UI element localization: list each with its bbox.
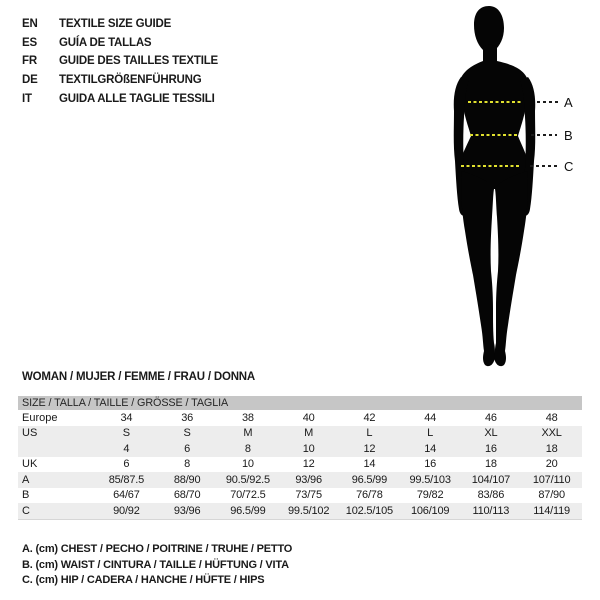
table-row-a bbox=[18, 472, 582, 488]
row-label: UK bbox=[22, 458, 38, 471]
row-label: Europe bbox=[22, 411, 58, 424]
lang-code: IT bbox=[22, 92, 32, 105]
size-cell: 34 bbox=[120, 411, 133, 424]
marker-label-b: B bbox=[564, 128, 573, 143]
size-cell: 83/86 bbox=[477, 489, 505, 502]
hip-measure-line bbox=[461, 165, 519, 167]
size-cell: 114/119 bbox=[533, 504, 570, 517]
size-cell: 10 bbox=[241, 458, 254, 471]
size-cell: 73/75 bbox=[295, 489, 322, 502]
size-cell: 99.5/103 bbox=[409, 473, 451, 486]
size-cell: 104/107 bbox=[471, 473, 511, 486]
size-cell: 12 bbox=[302, 458, 315, 471]
size-cell: 44 bbox=[424, 411, 437, 424]
size-cell: 88/90 bbox=[173, 473, 201, 486]
size-cell: 18 bbox=[545, 442, 558, 455]
table-row-c bbox=[18, 503, 582, 519]
lang-code: FR bbox=[22, 55, 37, 68]
size-cell: 76/78 bbox=[356, 489, 383, 502]
size-cell: L bbox=[366, 427, 373, 440]
size-cell: 99.5/102 bbox=[288, 504, 330, 517]
size-cell: 20 bbox=[545, 458, 558, 471]
size-cell: 70/72.5 bbox=[230, 489, 266, 502]
size-cell: 16 bbox=[424, 458, 437, 471]
size-cell: M bbox=[243, 427, 253, 440]
size-cell: 6 bbox=[184, 442, 191, 455]
size-cell: 14 bbox=[424, 442, 437, 455]
row-label: US bbox=[22, 427, 38, 440]
size-cell: 4 bbox=[123, 442, 130, 455]
size-cell: 107/110 bbox=[532, 473, 571, 486]
row-label: A bbox=[22, 473, 30, 486]
size-cell: 8 bbox=[244, 442, 251, 455]
size-table-body bbox=[18, 410, 582, 520]
size-cell: 6 bbox=[123, 458, 130, 471]
size-cell: 96.5/99 bbox=[351, 473, 388, 486]
table-row-us bbox=[18, 426, 582, 442]
size-cell: XL bbox=[484, 427, 498, 440]
size-cell: M bbox=[304, 427, 314, 440]
waist-leader-line bbox=[531, 134, 557, 136]
hip-leader-line bbox=[530, 165, 557, 167]
lang-code: ES bbox=[22, 36, 37, 49]
size-cell: 90/92 bbox=[113, 504, 140, 517]
lang-title: GUÍA DE TALLAS bbox=[59, 36, 152, 49]
chest-measure-line bbox=[468, 101, 523, 103]
size-cell: 12 bbox=[363, 442, 376, 455]
lang-title: GUIDE DES TAILLES TEXTILE bbox=[59, 55, 218, 68]
size-cell: S bbox=[122, 427, 130, 440]
size-cell: 102.5/105 bbox=[345, 504, 393, 517]
lang-title: TEXTILE SIZE GUIDE bbox=[59, 18, 172, 31]
waist-measure-line bbox=[470, 134, 519, 136]
size-cell: 14 bbox=[363, 458, 376, 471]
size-cell: 79/82 bbox=[416, 489, 444, 502]
size-cell: 87/90 bbox=[538, 489, 565, 502]
size-cell: 40 bbox=[302, 411, 315, 424]
legend-item-chest: A. (cm) CHEST / PECHO / POITRINE / TRUHE / PETTO bbox=[22, 543, 293, 555]
size-cell: 110/113 bbox=[472, 504, 510, 517]
size-cell: 46 bbox=[484, 411, 497, 424]
marker-label-a: A bbox=[564, 95, 573, 110]
size-cell: 18 bbox=[484, 458, 497, 471]
size-cell: 10 bbox=[302, 442, 315, 455]
table-row-uk bbox=[18, 457, 582, 473]
size-cell: 93/96 bbox=[295, 473, 322, 486]
size-cell: 48 bbox=[545, 411, 558, 424]
size-table bbox=[18, 396, 582, 520]
size-cell: S bbox=[183, 427, 191, 440]
size-table-header: SIZE / TALLA / TAILLE / GRÖSSE / TAGLIA bbox=[18, 396, 582, 410]
table-row-b bbox=[18, 488, 582, 504]
woman-silhouette-icon bbox=[443, 3, 553, 371]
size-cell: 93/96 bbox=[173, 504, 201, 517]
size-cell: 36 bbox=[181, 411, 194, 424]
chest-leader-line bbox=[537, 101, 560, 103]
size-cell: 64/67 bbox=[113, 489, 140, 502]
table-row-us-numeric bbox=[18, 441, 582, 457]
section-title-woman: WOMAN / MUJER / FEMME / FRAU / DONNA bbox=[22, 371, 256, 383]
measurement-legend bbox=[22, 543, 292, 590]
lang-title: TEXTILGRÖßENFÜHRUNG bbox=[59, 74, 202, 87]
row-label: C bbox=[22, 504, 30, 517]
size-cell: 38 bbox=[241, 411, 254, 424]
lang-code: EN bbox=[22, 18, 38, 31]
marker-label-c: C bbox=[564, 159, 574, 174]
legend-item-waist: B. (cm) WAIST / CINTURA / TAILLE / HÜFTUNG / VITA bbox=[22, 558, 289, 571]
size-cell: 85/87.5 bbox=[108, 473, 145, 486]
legend-item-hip: C. (cm) HIP / CADERA / HANCHE / HÜFTE / HIPS bbox=[22, 574, 265, 587]
size-cell: 90.5/92.5 bbox=[225, 473, 270, 486]
size-cell: 42 bbox=[363, 411, 376, 424]
lang-title: GUIDA ALLE TAGLIE TESSILI bbox=[59, 92, 215, 105]
size-cell: 96.5/99 bbox=[230, 504, 266, 517]
row-label: B bbox=[22, 489, 30, 502]
size-cell: 8 bbox=[184, 458, 191, 471]
size-cell: 68/70 bbox=[173, 489, 201, 502]
table-row-europe bbox=[18, 410, 582, 426]
size-cell: L bbox=[427, 427, 434, 440]
size-cell: 106/109 bbox=[410, 504, 450, 517]
size-cell: XXL bbox=[541, 427, 562, 440]
lang-code: DE bbox=[22, 74, 38, 87]
size-cell: 16 bbox=[484, 442, 497, 455]
